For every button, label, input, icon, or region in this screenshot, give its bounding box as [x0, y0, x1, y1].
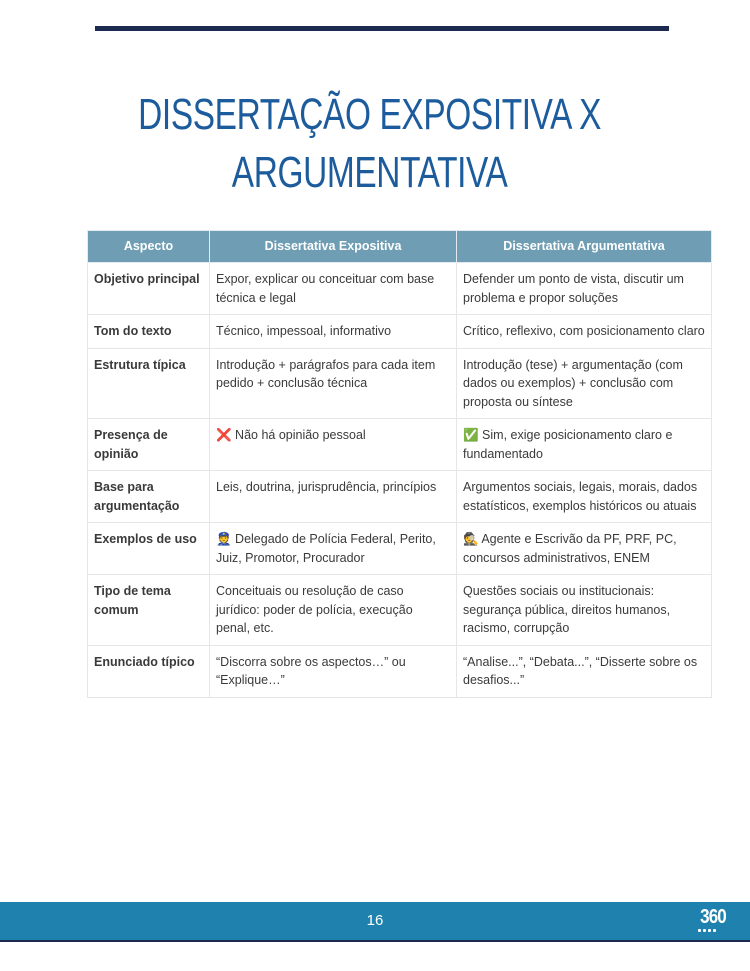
table-header-row [88, 231, 712, 263]
aspect-cell: Base para argumentação [88, 471, 210, 523]
top-rule [95, 26, 669, 31]
aspect-cell: Tom do texto [88, 315, 210, 349]
page-number: 16 [366, 912, 384, 929]
table-row [88, 263, 712, 315]
brand-logo [694, 907, 732, 937]
header-aspect: Aspecto [88, 231, 210, 263]
table-row [88, 645, 712, 697]
aspect-cell: Estrutura típica [88, 348, 210, 419]
page-title [85, 86, 655, 202]
table-row [88, 315, 712, 349]
argumentativa-cell: 🕵 Agente e Escrivão da PF, PRF, PC, concursos administrativos, ENEM [457, 523, 712, 575]
table-row [88, 419, 712, 471]
argumentativa-cell: Questões sociais ou institucionais: segurança pública, direitos humanos, racismo, corrupção [457, 575, 712, 646]
argumentativa-cell: Introdução (tese) + argumentação (com dados ou exemplos) + conclusão com proposta ou síntese [457, 348, 712, 419]
table-row [88, 348, 712, 419]
expositiva-cell: Introdução + parágrafos para cada item pedido + conclusão técnica [210, 348, 457, 419]
table-row [88, 523, 712, 575]
aspect-cell: Objetivo principal [88, 263, 210, 315]
logo-text: 360 [700, 906, 726, 928]
title-line-1: DISSERTAÇÃO EXPOSITIVA X [138, 90, 602, 139]
logo-dots [698, 929, 732, 932]
expositiva-cell: 👮 Delegado de Polícia Federal, Perito, Juiz, Promotor, Procurador [210, 523, 457, 575]
title-line-2: ARGUMENTATIVA [231, 148, 508, 197]
argumentativa-cell: “Analise...”, “Debata...”, “Disserte sobre os desafios...” [457, 645, 712, 697]
aspect-cell: Tipo de tema comum [88, 575, 210, 646]
argumentativa-cell: Argumentos sociais, legais, morais, dados estatísticos, exemplos históricos ou atuais [457, 471, 712, 523]
argumentativa-cell: Defender um ponto de vista, discutir um problema e propor soluções [457, 263, 712, 315]
aspect-cell: Presença de opinião [88, 419, 210, 471]
header-argumentativa: Dissertativa Argumentativa [457, 231, 712, 263]
expositiva-cell: Leis, doutrina, jurisprudência, princípios [210, 471, 457, 523]
table-row [88, 575, 712, 646]
comparison-table [87, 230, 712, 698]
table-row [88, 471, 712, 523]
expositiva-cell: ❌ Não há opinião pessoal [210, 419, 457, 471]
expositiva-cell: Expor, explicar ou conceituar com base técnica e legal [210, 263, 457, 315]
header-expositiva: Dissertativa Expositiva [210, 231, 457, 263]
aspect-cell: Enunciado típico [88, 645, 210, 697]
aspect-cell: Exemplos de uso [88, 523, 210, 575]
expositiva-cell: Conceituais ou resolução de caso jurídico: poder de polícia, execução penal, etc. [210, 575, 457, 646]
expositiva-cell: “Discorra sobre os aspectos…” ou “Explique…” [210, 645, 457, 697]
argumentativa-cell: Crítico, reflexivo, com posicionamento claro [457, 315, 712, 349]
argumentativa-cell: ✅ Sim, exige posicionamento claro e fundamentado [457, 419, 712, 471]
page-footer [0, 902, 750, 940]
expositiva-cell: Técnico, impessoal, informativo [210, 315, 457, 349]
